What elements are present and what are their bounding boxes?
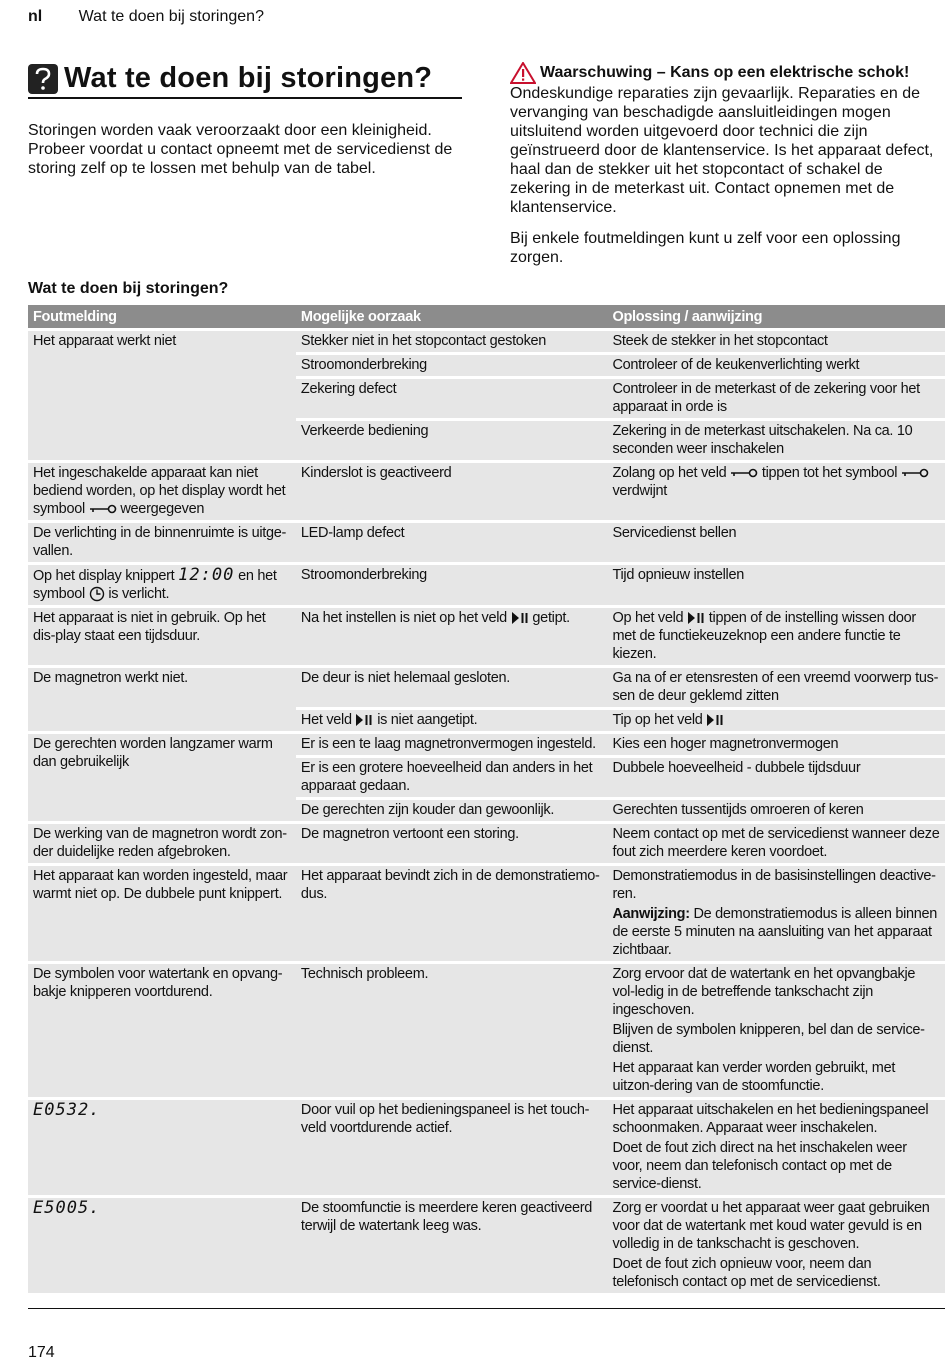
cause-cell: Verkeerde bediening: [296, 421, 608, 460]
fault-cell: Het apparaat is niet in gebruik. Op het dis-play staat een tijdsduur.: [28, 608, 296, 665]
solution-text: Blijven de symbolen knipperen, bel dan de service-dienst.: [612, 1022, 925, 1056]
solution-cell: Kies een hoger magnetronvermogen: [607, 734, 945, 755]
warning-title-row: [510, 62, 938, 84]
solution-text: verdwijnt: [612, 483, 667, 499]
fault-cell: [28, 565, 296, 605]
solution-text: Doet de fout zich opnieuw voor, neem dan telefonisch contact op met de servicedienst.: [612, 1256, 881, 1290]
warning-extra: Bij enkele foutmeldingen kunt u zelf voor een oplossing zorgen.: [510, 230, 901, 266]
cause-cell: LED-lamp defect: [296, 523, 608, 562]
table-row: [28, 565, 945, 605]
solution-text: tippen of de instelling wissen door met de functiekeuzeknop een andere functie te kiezen.: [612, 610, 916, 662]
key-icon: [901, 468, 929, 478]
note-label: Aanwijzing:: [612, 906, 690, 922]
cause-cell: De deur is niet helemaal gesloten.: [296, 668, 608, 707]
solution-cell: Tijd opnieuw instellen: [607, 565, 945, 605]
page-number: 174: [28, 1344, 55, 1361]
solution-cell: Ga na of er etensresten of een vreemd voorwerp tus-sen de deur geklemd zitten: [607, 668, 945, 707]
solution-text: Doet de fout zich direct na het inschakelen weer voor, neem dan telefonisch contact op met de service-dienst.: [612, 1140, 907, 1192]
cause-cell: Stekker niet in het stopcontact gestoken: [296, 331, 608, 352]
column-header: Mogelijke oorzaak: [296, 305, 608, 328]
solution-text: Het apparaat uitschakelen en het bedieningspaneel schoonmaken. Apparaat weer inschakelen.: [612, 1102, 929, 1136]
solution-cell: Controleer in de meterkast of de zekering voor het apparaat in orde is: [607, 379, 945, 418]
table-row: [28, 331, 945, 352]
cause-cell: Stroomonderbreking: [296, 565, 608, 605]
solution-cell: [607, 866, 945, 961]
solution-text: Het apparaat kan verder worden gebruikt, met uitzon-dering van de stoomfunctie.: [612, 1060, 896, 1094]
section-title: Wat te doen bij storingen?: [64, 62, 433, 94]
warning-body: Ondeskundige reparaties zijn gevaarlijk. Reparaties en de vervanging van beschadigde aansluitleidingen mogen uitsluitend worden uitgevoerd door technici die zijn geïnstrueerd door de klantenservice. Is het apparaat defect, haal dan de stekker uit het stopcontact of schakel de zekering in de meterkast uit. Contact opnemen met de klantenservice.: [510, 85, 934, 216]
solution-cell: Neem contact op met de servicedienst wanneer deze fout zich meerdere keren voordoet.: [607, 824, 945, 863]
fault-text: is verlicht.: [108, 586, 170, 602]
display-time: 12:00: [178, 565, 235, 585]
table-row: [28, 824, 945, 863]
note-text: De demonstratiemodus is alleen binnen de eerste 5 minuten na aansluiting van het apparaat zichtbaar.: [612, 906, 938, 958]
solution-text: Zorg er voordat u het apparaat weer gaat gebruiken voor dat de watertank met koud water gevuld is en volledig in de tankschacht is geschoven.: [612, 1200, 930, 1252]
warning-title: Waarschuwing – Kans op een elektrische schok!: [540, 64, 910, 81]
cause-cell: De magnetron vertoont een storing.: [296, 824, 608, 863]
header-title: Wat te doen bij storingen?: [78, 8, 264, 25]
solution-cell: [607, 463, 945, 520]
fault-text: Het ingeschakelde apparaat kan niet bediend worden, op het display wordt het symbool: [33, 465, 286, 517]
table-row: [28, 1100, 945, 1195]
question-icon: [28, 64, 58, 94]
solution-cell: Gerechten tussentijds omroeren of keren: [607, 800, 945, 821]
cause-cell: De gerechten zijn kouder dan gewoonlijk.: [296, 800, 608, 821]
cause-cell: Zekering defect: [296, 379, 608, 418]
solution-cell: [607, 710, 945, 731]
cause-cell: Stroomonderbreking: [296, 355, 608, 376]
table-row: [28, 608, 945, 665]
table-row: [28, 866, 945, 961]
solution-text: Zorg ervoor dat de watertank en het opvangbakje vol-ledig in de betreffende tankschacht zijn ingeschoven.: [612, 966, 916, 1018]
table-row: [28, 668, 945, 707]
solution-text: Zolang op het veld: [612, 465, 727, 481]
note: [612, 905, 940, 959]
cause-cell: De stoomfunctie is meerdere keren geactiveerd terwijl de watertank leeg was.: [296, 1198, 608, 1293]
fault-cell: Het apparaat werkt niet: [28, 331, 296, 460]
fault-cell: De werking van de magnetron wordt zon-der duidelijke reden afgebroken.: [28, 824, 296, 863]
solution-text: Op het veld: [612, 610, 684, 626]
table-row: [28, 1198, 945, 1293]
cause-cell: Er is een grotere hoeveelheid dan anders in het apparaat gedaan.: [296, 758, 608, 797]
table-row: [28, 734, 945, 755]
play-pause-icon: [687, 612, 705, 624]
play-pause-icon: [706, 714, 724, 726]
key-icon: [730, 468, 758, 478]
fault-cell: [28, 1100, 296, 1195]
fault-cell: De symbolen voor watertank en opvang-bakje knipperen voortdurend.: [28, 964, 296, 1097]
solution-cell: Steek de stekker in het stopcontact: [607, 331, 945, 352]
fault-cell: [28, 1198, 296, 1293]
column-header: Foutmelding: [28, 305, 296, 328]
table-row: [28, 463, 945, 520]
cause-text: Na het instellen is niet op het veld: [300, 610, 507, 626]
error-code: E0532.: [33, 1100, 101, 1120]
fault-cell: De verlichting in de binnenruimte is uitge-vallen.: [28, 523, 296, 562]
intro-column: [28, 62, 464, 178]
table-row: [28, 964, 945, 1097]
page-header: [28, 8, 264, 26]
solution-cell: [607, 1100, 945, 1195]
solution-text: Demonstratiemodus in de basisinstellingen deactive-ren.: [612, 868, 936, 902]
fault-cell: [28, 463, 296, 520]
language-code: nl: [28, 8, 43, 25]
warning-column: [510, 62, 938, 267]
solution-cell: [607, 1198, 945, 1293]
error-code: E5005.: [33, 1198, 101, 1218]
cause-text: Het veld: [300, 712, 352, 728]
troubleshooting-table: [28, 302, 945, 1296]
intro-text: Storingen worden vaak veroorzaakt door een kleinigheid. Probeer voordat u contact opneemt met de servicedienst de storing zelf op te lossen met behulp van de tabel.: [28, 122, 453, 177]
table-title: Wat te doen bij storingen?: [28, 280, 229, 297]
play-pause-icon: [355, 714, 373, 726]
solution-cell: Zekering in de meterkast uitschakelen. Na ca. 10 seconden weer inschakelen: [607, 421, 945, 460]
cause-cell: Technisch probleem.: [296, 964, 608, 1097]
solution-cell: Controleer of de keukenverlichting werkt: [607, 355, 945, 376]
cause-cell: Er is een te laag magnetronvermogen ingesteld.: [296, 734, 608, 755]
key-icon: [89, 504, 117, 514]
fault-text: en het symbool: [33, 568, 277, 602]
solution-text: Tip op het veld: [612, 712, 703, 728]
cause-cell: Door vuil op het bedieningspaneel is het touch-veld voortdurende actief.: [296, 1100, 608, 1195]
solution-cell: [607, 608, 945, 665]
cause-cell: [296, 608, 608, 665]
play-pause-icon: [511, 612, 529, 624]
cause-cell: Kinderslot is geactiveerd: [296, 463, 608, 520]
cause-cell: [296, 710, 608, 731]
column-header: Oplossing / aanwijzing: [607, 305, 945, 328]
cause-cell: Het apparaat bevindt zich in de demonstratiemo-dus.: [296, 866, 608, 961]
solution-cell: Servicedienst bellen: [607, 523, 945, 562]
cause-text: getipt.: [532, 610, 570, 626]
fault-text: Op het display knippert: [33, 568, 175, 584]
section-title-row: [28, 62, 462, 99]
cause-text: is niet aangetipt.: [377, 712, 478, 728]
clock-icon: [89, 586, 105, 602]
warning-icon: [510, 62, 536, 84]
fault-text: weergegeven: [120, 501, 205, 517]
fault-cell: De magnetron werkt niet.: [28, 668, 296, 731]
fault-cell: De gerechten worden langzamer warm dan gebruikelijk: [28, 734, 296, 821]
solution-cell: [607, 964, 945, 1097]
fault-cell: Het apparaat kan worden ingesteld, maar warmt niet op. De dubbele punt knippert.: [28, 866, 296, 961]
solution-cell: Dubbele hoeveelheid - dubbele tijdsduur: [607, 758, 945, 797]
solution-text: tippen tot het symbool: [761, 465, 898, 481]
table-header-row: [28, 305, 945, 328]
table-bottom-rule: [28, 1308, 945, 1309]
table-row: [28, 523, 945, 562]
